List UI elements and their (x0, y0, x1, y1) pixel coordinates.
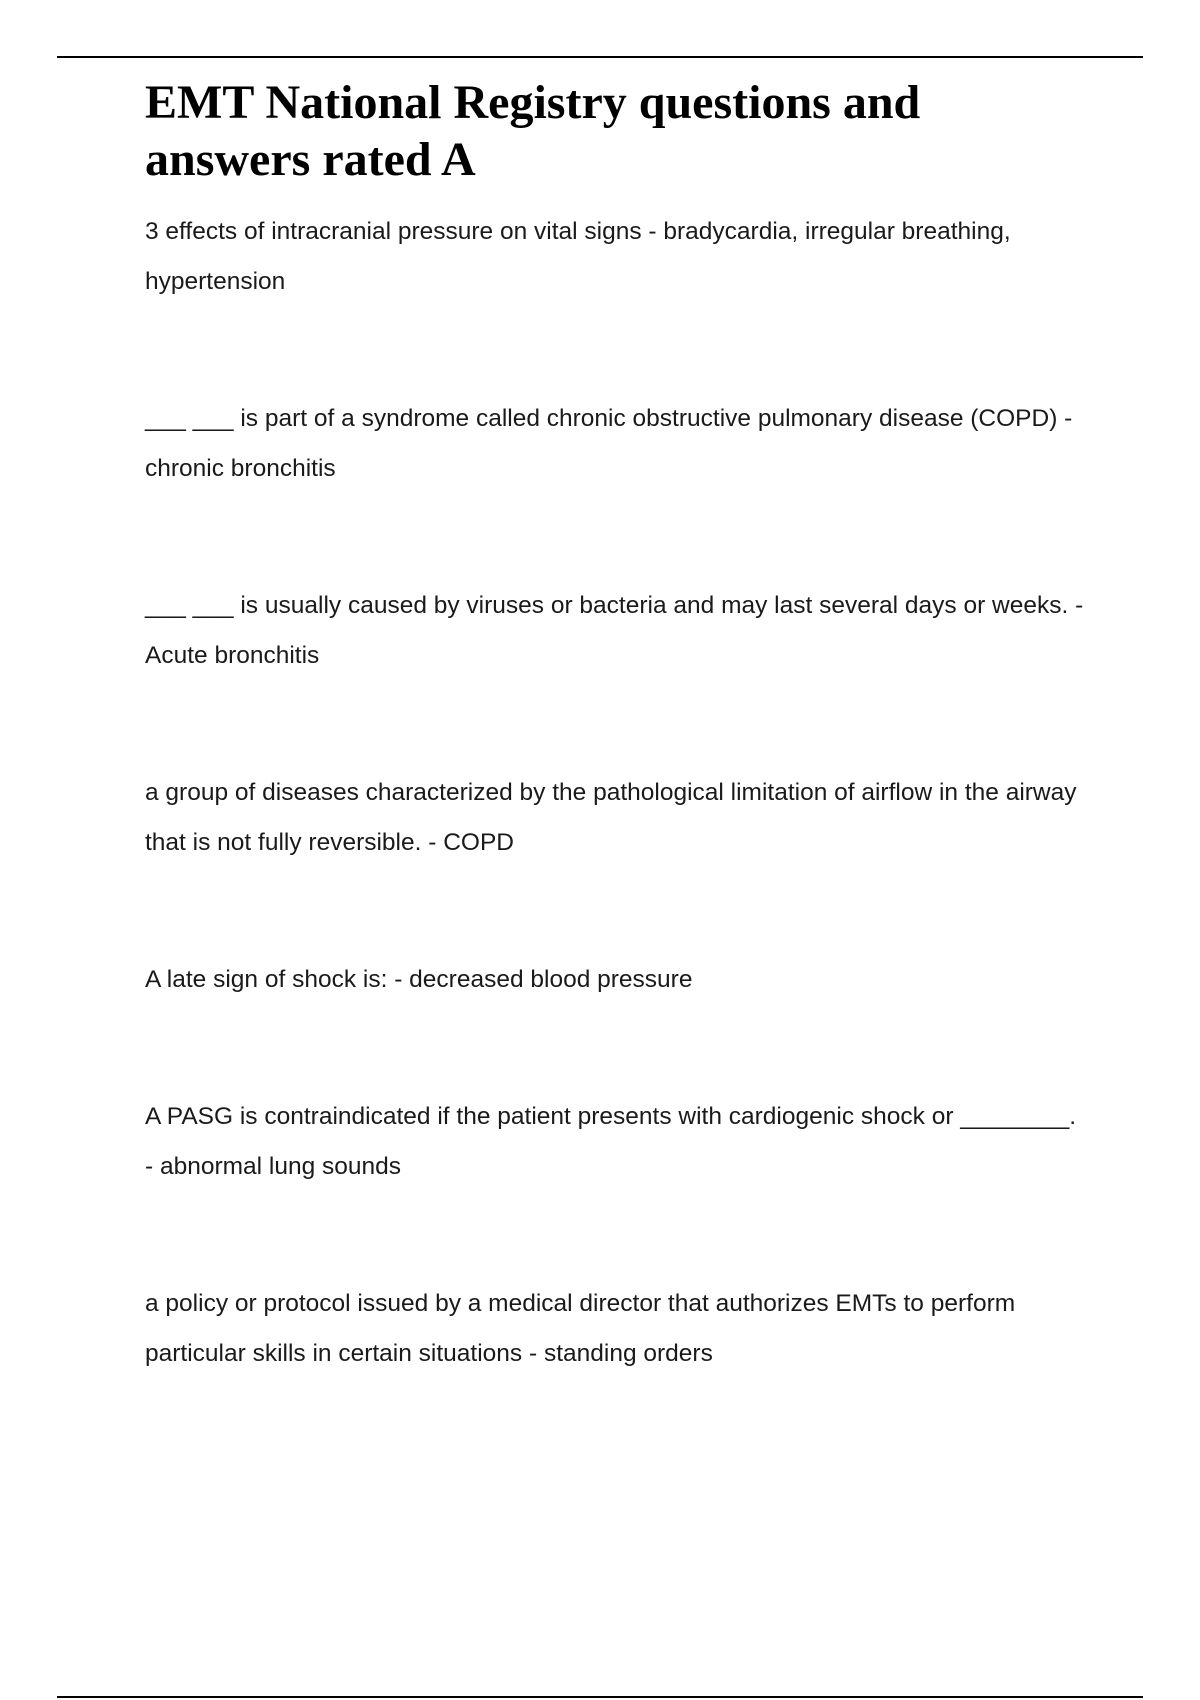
qa-item: A PASG is contraindicated if the patient presents with cardiogenic shock or ________. - abnormal lung sounds (145, 1103, 1077, 1180)
qa-item: ___ ___ is part of a syndrome called chronic obstructive pulmonary disease (COPD) - chronic bronchitis (145, 405, 1073, 482)
qa-item: a policy or protocol issued by a medical director that authorizes EMTs to perform particular skills in certain situations - standing orders (145, 1290, 1016, 1367)
qa-item: ___ ___ is usually caused by viruses or bacteria and may last several days or weeks. - Acute bronchitis (145, 592, 1084, 669)
qa-item: a group of diseases characterized by the pathological limitation of airflow in the airway that is not fully reversible. - COPD (145, 779, 1077, 856)
qa-item: 3 effects of intracranial pressure on vital signs - bradycardia, irregular breathing, hypertension (145, 218, 1011, 295)
top-divider (57, 56, 1143, 58)
qa-list (145, 207, 1085, 1379)
qa-item: A late sign of shock is: - decreased blood pressure (145, 966, 693, 993)
document-body (145, 74, 1085, 1466)
bottom-divider (57, 1696, 1143, 1698)
document-title: EMT National Registry questions and answers rated A (145, 76, 921, 186)
